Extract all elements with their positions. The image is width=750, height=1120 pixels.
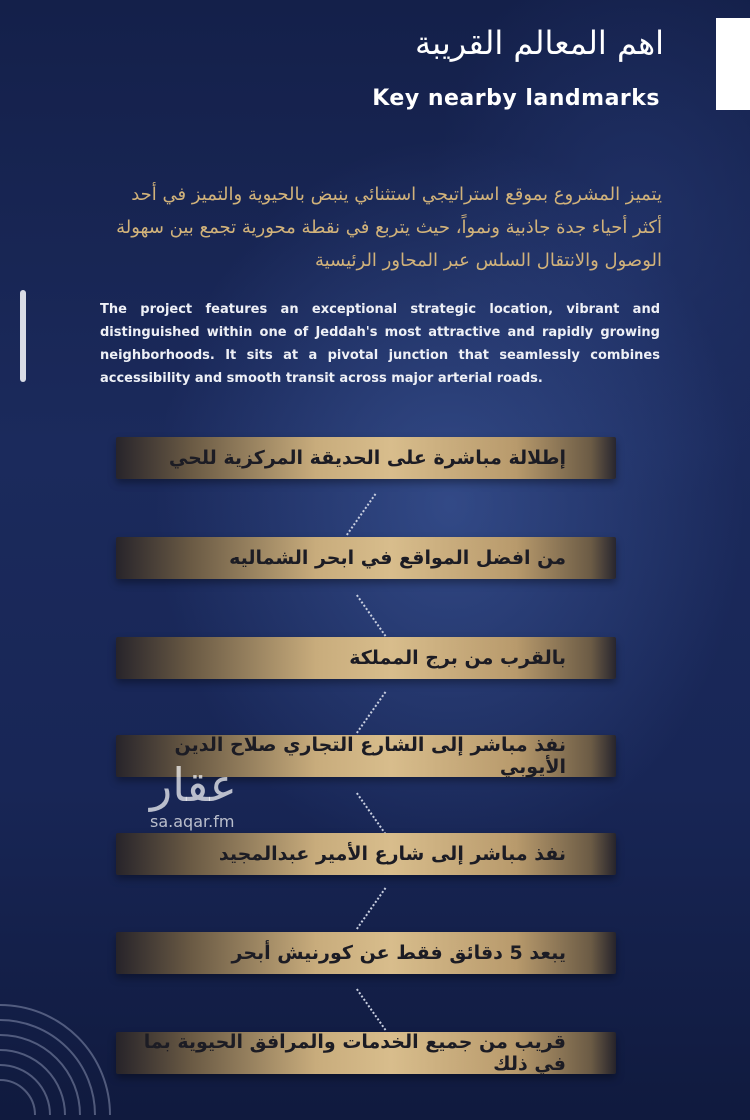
landmark-label: من افضل المواقع في ابحر الشماليه [229, 547, 566, 569]
landmark-label: قريب من جميع الخدمات والمرافق الحيوية بما في ذلك [143, 1031, 566, 1075]
dotted-connector [346, 493, 378, 536]
landmark-item [116, 637, 616, 679]
landmark-item [116, 437, 616, 479]
dotted-connector [356, 987, 388, 1030]
landmark-label: نفذ مباشر إلى شارع الأمير عبدالمجيد [218, 843, 566, 865]
landmark-label: بالقرب من برج المملكة [349, 647, 566, 669]
landmark-item [116, 537, 616, 579]
landmark-label: إطلالة مباشرة على الحديقة المركزية للحي [168, 447, 566, 469]
decorative-arcs [0, 965, 150, 1115]
landmark-label: يبعد 5 دقائق فقط عن كورنيش أبحر [231, 942, 566, 964]
landmark-label: نفذ مباشر إلى الشارع التجاري صلاح الدين الأيوبي [174, 734, 566, 778]
landmark-item [116, 932, 616, 974]
page-title-english: Key nearby landmarks [372, 86, 660, 111]
landmark-item [116, 833, 616, 875]
description-english: The project features an exceptional strategic location, vibrant and distinguished within one of Jeddah's most attractive and rapidly growing neighborhoods. It sits at a pivotal junction that seamlessly combines accessibility and smooth transit across major arterial roads. [100, 302, 660, 386]
watermark-logo: عقار [150, 758, 237, 812]
dotted-connector [356, 593, 388, 636]
watermark-url: sa.aqar.fm [150, 812, 235, 831]
dotted-connector [356, 691, 388, 734]
watermark [150, 760, 237, 831]
landmark-item [116, 1032, 616, 1074]
page-title-arabic: اهم المعالم القريبة [415, 24, 664, 62]
description-arabic: يتميز المشروع بموقع استراتيجي استثنائي ينبض بالحيوية والتميز في أحد أكثر أحياء جدة جاذبية ونمواً، حيث يتربع في نقطة محورية تجمع بين سهولة الوصول والانتقال السلس عبر المحاور الرئيسية [116, 184, 662, 271]
dotted-connector [356, 791, 388, 834]
dotted-connector [356, 887, 388, 930]
